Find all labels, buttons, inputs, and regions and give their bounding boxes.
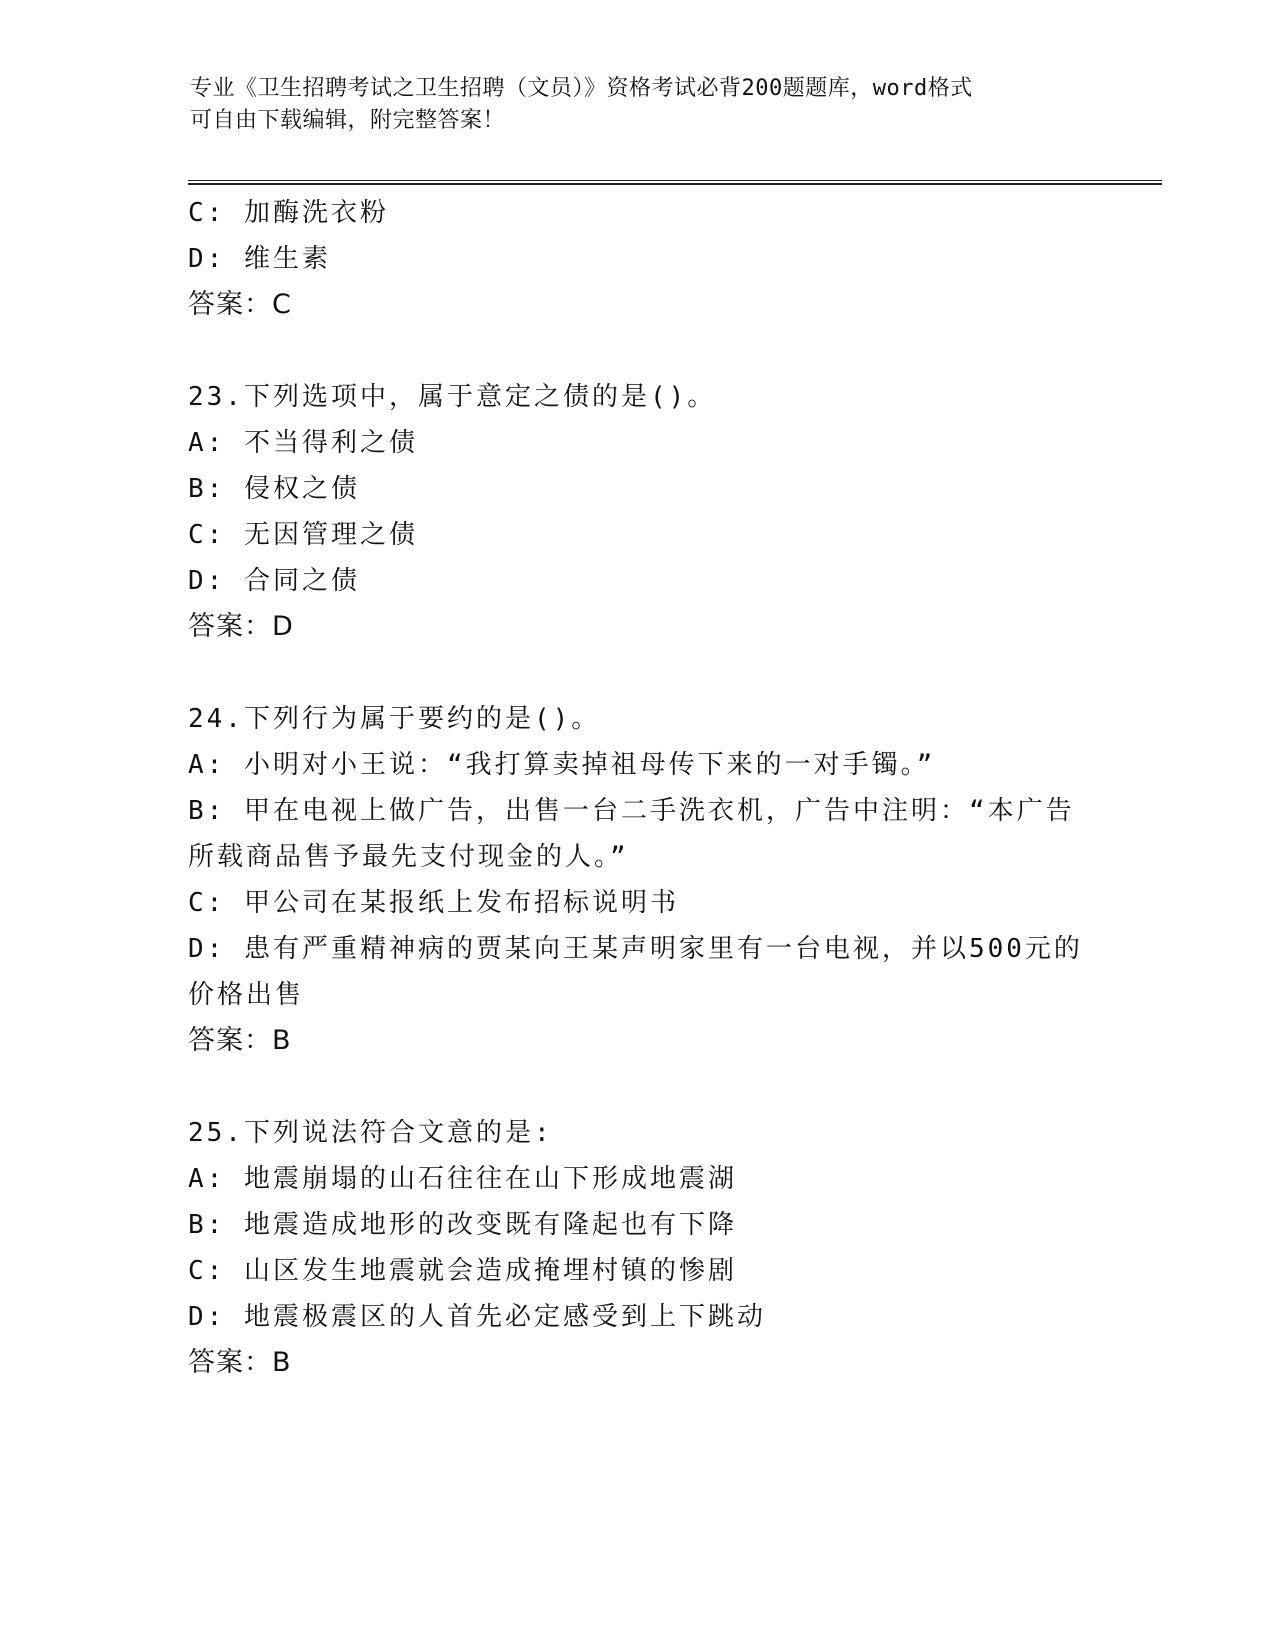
spacer [188,1064,1088,1110]
option-b: B: 侵权之债 [188,474,360,504]
option-d: D: 地震极震区的人首先必定感受到上下跳动 [188,1302,766,1332]
answer-line: 答案：B [188,1347,292,1378]
option-c: C: 甲公司在某报纸上发布招标说明书 [188,888,679,918]
option-c: C: 加酶洗衣粉 [188,198,389,228]
spacer [188,328,1088,374]
header-divider [188,180,1162,185]
document-header [190,73,1090,137]
option-b-line-1: B: 甲在电视上做广告，出售一台二手洗衣机，广告中注明：“本广告 [188,796,1075,826]
question-list [188,190,1088,1386]
question-25 [188,1110,1088,1386]
header-line-1: 专业《卫生招聘考试之卫生招聘（文员）》资格考试必背200题题库，word格式 [190,76,973,101]
question-23 [188,374,1088,650]
spacer [188,650,1088,696]
option-a: A: 不当得利之债 [188,428,418,458]
question-text: 23.下列选项中，属于意定之债的是()。 [188,382,717,412]
option-a: A: 小明对小王说：“我打算卖掉祖母传下来的一对手镯。” [188,750,936,780]
question-22-tail [188,190,1088,328]
question-text: 25.下列说法符合文意的是: [188,1118,553,1148]
answer-line: 答案：B [188,1025,292,1056]
option-d-line-1: D: 患有严重精神病的贾某向王某声明家里有一台电视，并以500元的 [188,934,1083,964]
option-c: C: 无因管理之债 [188,520,418,550]
option-d: D: 合同之债 [188,566,360,596]
answer-line: 答案：C [188,289,292,320]
option-b: B: 地震造成地形的改变既有隆起也有下降 [188,1210,737,1240]
question-24 [188,696,1088,1064]
option-d-line-2: 价格出售 [188,980,305,1010]
option-d: D: 维生素 [188,244,331,274]
option-b-line-2: 所载商品售予最先支付现金的人。” [188,842,629,872]
option-c: C: 山区发生地震就会造成掩埋村镇的惨剧 [188,1256,737,1286]
question-text: 24.下列行为属于要约的是()。 [188,704,601,734]
header-line-2: 可自由下载编辑，附完整答案！ [190,108,506,133]
option-a: A: 地震崩塌的山石往往在山下形成地震湖 [188,1164,737,1194]
answer-line: 答案：D [188,611,294,642]
